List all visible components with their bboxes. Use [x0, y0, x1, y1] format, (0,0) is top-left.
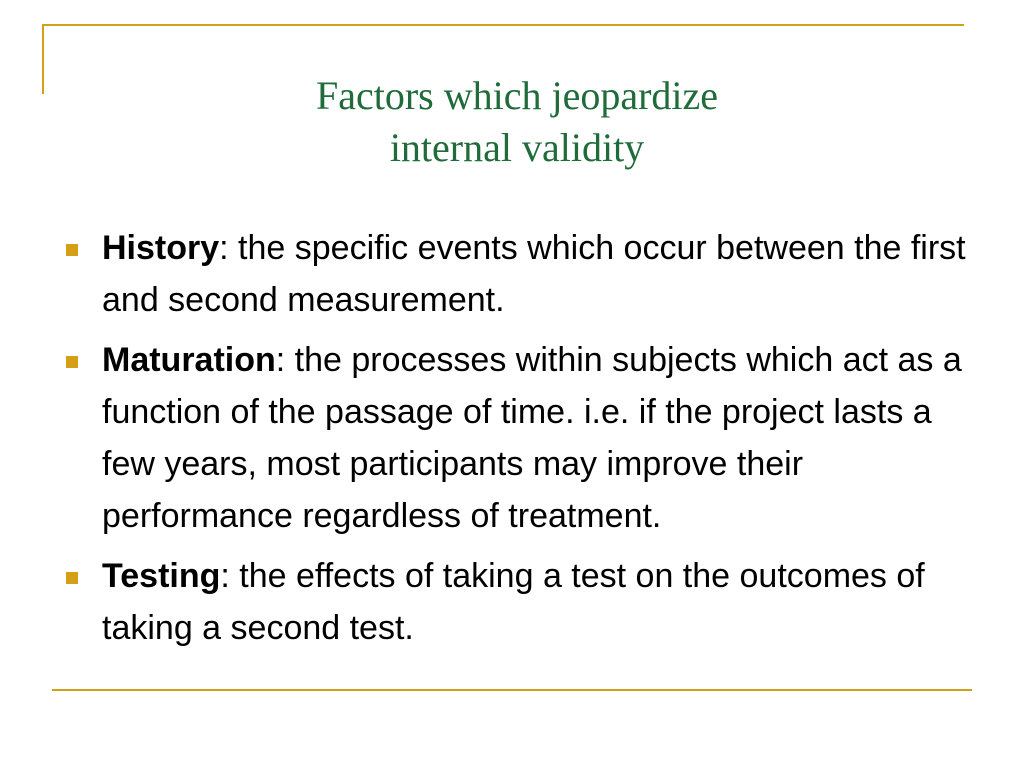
bullet-item-testing [66, 550, 966, 654]
square-bullet-icon [66, 356, 78, 368]
frame-top-rule [42, 24, 964, 26]
bullet-item-history [66, 222, 966, 326]
title-line-1: Factors which jeopardize [315, 73, 719, 118]
square-bullet-icon [66, 244, 78, 256]
bullet-definition: : the effects of taking a test on the outcomes of taking a second test. [102, 557, 925, 647]
bullet-list [66, 222, 966, 662]
frame-bottom-rule [52, 689, 972, 691]
slide-title [60, 70, 974, 174]
bullet-term: Testing [102, 557, 221, 595]
bullet-item-maturation [66, 334, 966, 542]
frame-left-rule [42, 24, 44, 94]
title-line-2: internal validity [389, 125, 645, 170]
bullet-term: History [102, 229, 220, 267]
bullet-definition: : the processes within subjects which act as a function of the passage of time. i.e. if the project lasts a few years, most participants may improve their performance regardless of treatment. [102, 341, 962, 535]
bullet-definition: : the specific events which occur between the first and second measurement. [102, 229, 966, 319]
bullet-term: Maturation [102, 341, 276, 379]
square-bullet-icon [66, 572, 78, 584]
